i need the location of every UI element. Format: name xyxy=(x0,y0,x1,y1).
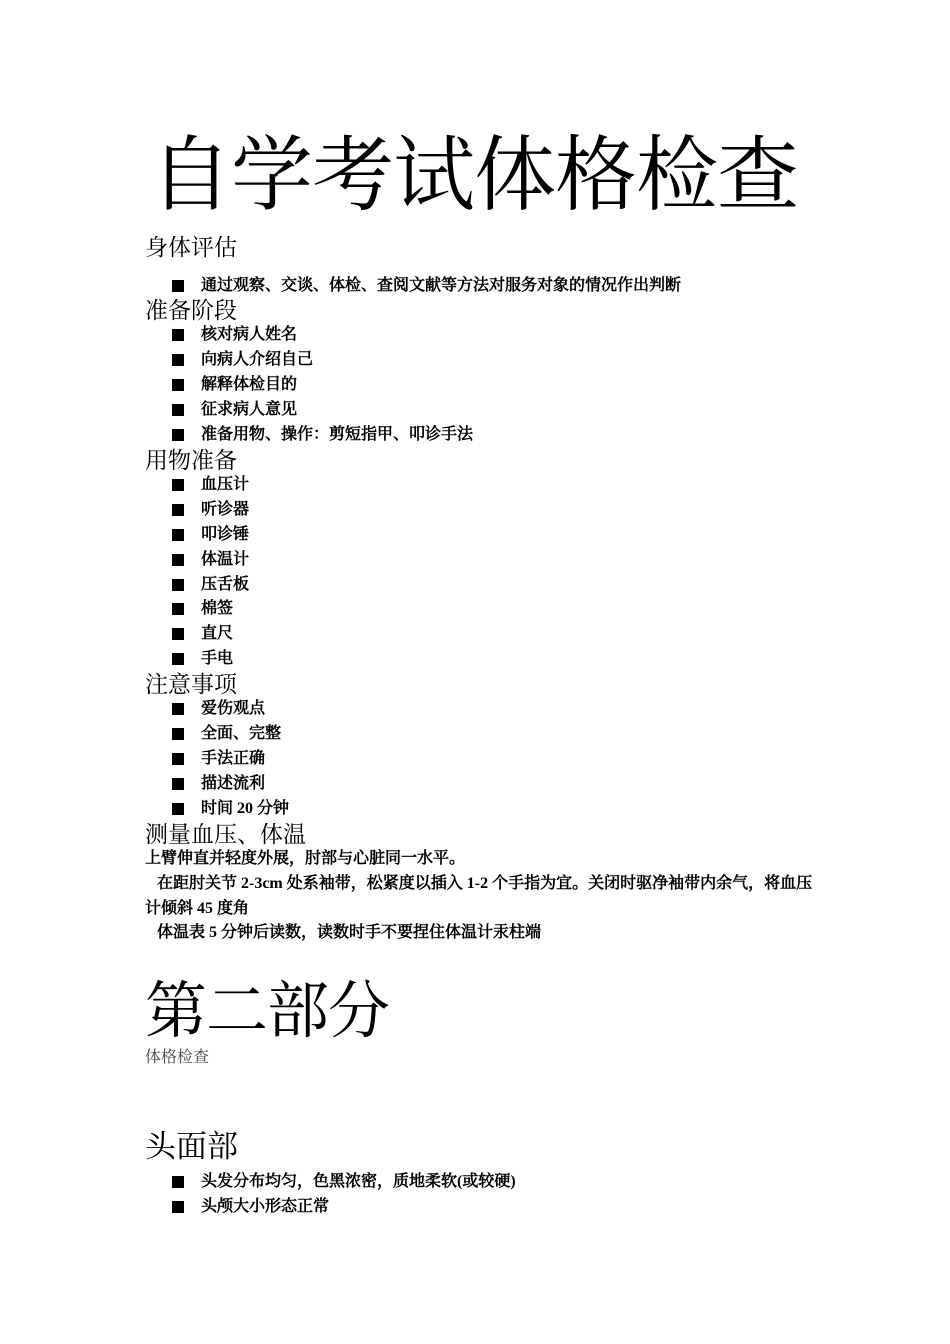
paragraph: 上臂伸直并轻度外展，肘部与心脏同一水平。 xyxy=(145,850,466,867)
black-square-icon xyxy=(172,479,184,491)
black-square-icon xyxy=(172,728,184,740)
list-item: 血压计 xyxy=(172,473,249,497)
black-square-icon xyxy=(172,1201,184,1213)
black-square-icon xyxy=(172,778,184,790)
list-item: 头发分布均匀，色黑浓密，质地柔软(或较硬) xyxy=(172,1170,516,1194)
black-square-icon xyxy=(172,379,184,391)
paragraph: 在距肘关节 2-3cm 处系袖带，松紧度以插入 1-2 个手指为宜。关闭时驱净袖带内余气，将血压计倾斜 45 度角 xyxy=(145,875,813,917)
paragraph: 体温表 5 分钟后读数，读数时手不要捏住体温计汞柱端 xyxy=(157,924,542,941)
black-square-icon xyxy=(172,803,184,815)
black-square-icon xyxy=(172,703,184,715)
black-square-icon xyxy=(172,579,184,591)
black-square-icon xyxy=(172,603,184,615)
section-heading-measure: 测量血压、体温 xyxy=(145,822,306,848)
list-item: 核对病人姓名 xyxy=(172,323,297,347)
black-square-icon xyxy=(172,1176,184,1188)
black-square-icon xyxy=(172,329,184,341)
black-square-icon xyxy=(172,753,184,765)
section-heading-preparation: 准备阶段 xyxy=(145,298,237,324)
list-item: 叩诊锤 xyxy=(172,523,249,547)
black-square-icon xyxy=(172,504,184,516)
list-item: 压舌板 xyxy=(172,573,249,597)
list-item: 爱伤观点 xyxy=(172,697,265,721)
part-subtitle: 体格检查 xyxy=(145,1049,210,1066)
black-square-icon xyxy=(172,554,184,566)
document-title: 自学考试体格检查 xyxy=(150,128,799,223)
black-square-icon xyxy=(172,628,184,640)
list-item: 通过观察、交谈、体检、查阅文献等方法对服务对象的情况作出判断 xyxy=(172,274,681,298)
list-item: 向病人介绍自己 xyxy=(172,348,313,372)
section-heading-notes: 注意事项 xyxy=(145,672,237,698)
section-heading-supplies: 用物准备 xyxy=(145,448,237,474)
black-square-icon xyxy=(172,653,184,665)
black-square-icon xyxy=(172,354,184,366)
list-item: 手电 xyxy=(172,647,233,671)
list-item: 手法正确 xyxy=(172,747,265,771)
black-square-icon xyxy=(172,429,184,441)
list-item: 征求病人意见 xyxy=(172,398,297,422)
list-item: 准备用物、操作：剪短指甲、叩诊手法 xyxy=(172,423,473,447)
section-heading-assessment: 身体评估 xyxy=(145,235,237,261)
list-item: 时间 20 分钟 xyxy=(172,797,289,821)
list-item: 体温计 xyxy=(172,548,249,572)
list-item: 描述流利 xyxy=(172,772,265,796)
list-item: 听诊器 xyxy=(172,498,249,522)
black-square-icon xyxy=(172,529,184,541)
list-item: 解释体检目的 xyxy=(172,373,297,397)
black-square-icon xyxy=(172,280,184,292)
black-square-icon xyxy=(172,404,184,416)
list-item: 棉签 xyxy=(172,597,233,621)
list-item: 全面、完整 xyxy=(172,722,281,746)
list-item: 头颅大小形态正常 xyxy=(172,1195,329,1219)
list-item: 直尺 xyxy=(172,622,233,646)
section-heading-head: 头面部 xyxy=(145,1129,238,1165)
part-heading: 第二部分 xyxy=(145,974,390,1047)
